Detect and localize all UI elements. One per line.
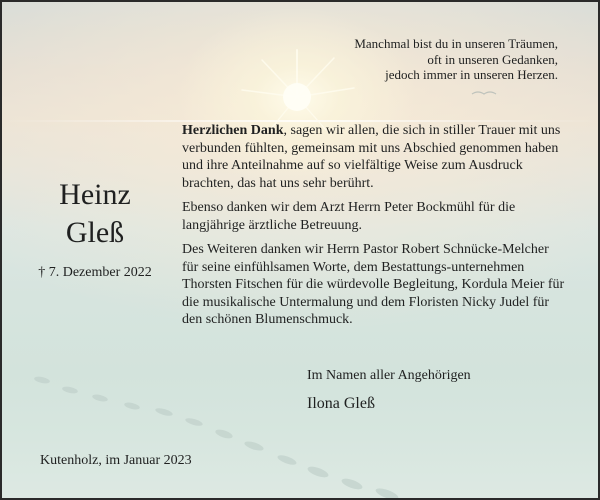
deceased-last-name: Gleß xyxy=(65,216,125,249)
signature-intro: Im Namen aller Angehörigen xyxy=(307,368,471,383)
deceased-name xyxy=(28,176,162,252)
thank-you-heading: Herzlichen Dank xyxy=(182,123,284,138)
quote-line-2: oft in unseren Gedanken, xyxy=(427,51,558,67)
thank-you-paragraph-2: Ebenso danken wir dem Arzt Herrn Peter Bockmühl für die langjährige ärztliche Betreuung. xyxy=(182,200,516,233)
death-date: † 7. Dezember 2022 xyxy=(38,265,152,280)
thank-you-paragraph-1-text: , sagen wir allen, die sich in stiller Trauer mit uns verbunden fühlten, gemeinsam mit uns Abschied genommen haben und ihre Anteilnahme auf so vielfältige Weise zum Ausdruck brachten, das hat uns sehr berührt. xyxy=(182,123,561,191)
thank-you-paragraph-1 xyxy=(182,122,566,192)
memorial-quote xyxy=(354,36,558,83)
signature-name: Ilona Gleß xyxy=(307,395,375,412)
quote-line-3: jedoch immer in unseren Herzen. xyxy=(385,67,558,82)
thank-you-paragraph-3: Des Weiteren danken wir Herrn Pastor Robert Schnücke-Melcher für seine einfühlsamen Worte, dem Bestattungs-unternehmen Thorsten Fitschen für die würdevolle Begleitung, Kordula Meier für die musikalische Untermalung und dem Floristen Nicky Judel für den schönen Blumenschmuck. xyxy=(182,242,565,327)
quote-line-1: Manchmal bist du in unseren Träumen, xyxy=(354,36,558,51)
place-and-date: Kutenholz, im Januar 2023 xyxy=(40,453,192,468)
deceased-first-name: Heinz xyxy=(59,178,131,211)
thank-you-text xyxy=(182,122,566,336)
